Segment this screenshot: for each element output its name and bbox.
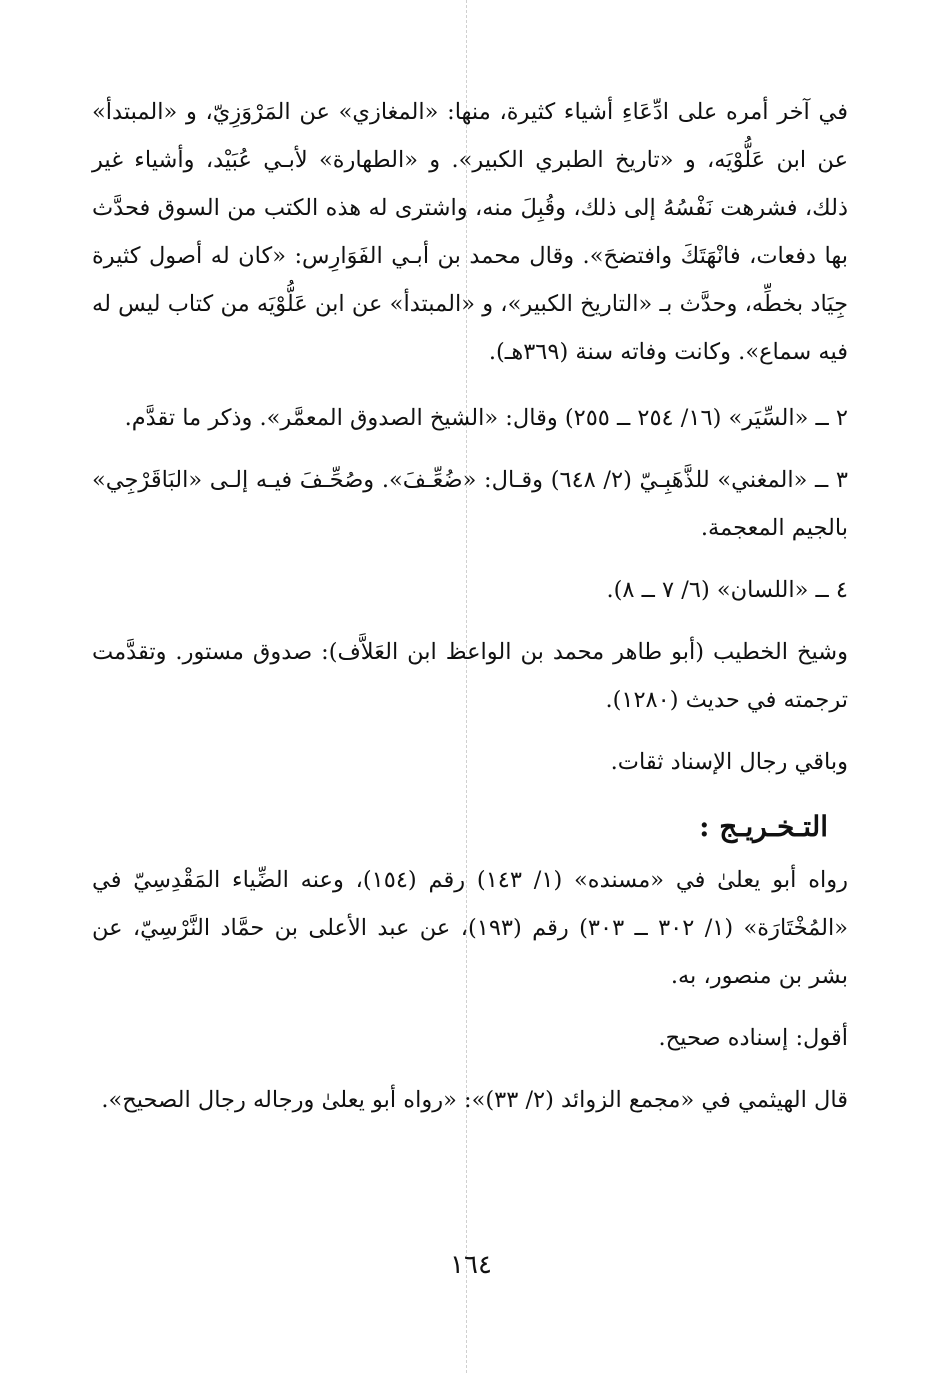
source-4: ٤ ــ «اللسان» (٦/ ٧ ــ ٨).	[606, 577, 848, 603]
source-3: ٣ ــ «المغني» للذَّهَبِـيّ (٢/ ٦٤٨) وقـال: «ضُعِّـفَ». وصُحِّـفَ فيـه إلـى «البَاقَرْجِي» بالجيم المعجمة.	[92, 467, 849, 541]
isnad-note: وباقي رجال الإسناد ثقات.	[610, 749, 848, 775]
haythami-paragraph: قال الهيثمي في «مجمع الزوائد (٢/ ٣٣)»: «رواه أبو يعلىٰ ورجاله رجال الصحيح».	[101, 1087, 848, 1113]
shaykh-note: وشيخ الخطيب (أبو طاهر محمد بن الواعظ ابن العَلاَّف): صدوق مستور. وتقدَّمت ترجمته في حديث (١٢٨٠).	[92, 639, 848, 713]
verdict-paragraph: أقول: إسناده صحيح.	[658, 1025, 848, 1051]
bio-paragraph: في آخر أمره على ادِّعَاءِ أشياء كثيرة، منها: «المغازي» عن المَرْوَزِيّ، و «المبتدأ» عن ابن عَلُّوْيَه، و «تاريخ الطبري الكبير». و «الطهارة» لأبـي عُبَيْد، وأشياء غير ذلك، فشرهت نَفْسُهُ إلى ذلك، وقُبِلَ منه، واشترى له هذه الكتب من السوق فحدَّث بها دفعات، فانْهَتَكَ وافتضحَ». وقال محمد بن أبـي الفَوَارِس: «كان له أصول كثيرة جِيَاد بخطِّه، وحدَّث بـ «التاريخ الكبير»، و «المبتدأ» عن ابن عَلُّوْيَه من كتاب ليس له فيه سماع». وكانت وفاته سنة (٣٦٩هـ).	[92, 99, 848, 365]
page-number: ١٦٤	[450, 1250, 492, 1280]
takhrij-paragraph: رواه أبو يعلىٰ في «مسنده» (١/ ١٤٣) رقم (١٥٤)، وعنه الضِّياء المَقْدِسِيّ في «المُخْتَارَة» (١/ ٣٠٢ ــ ٣٠٣) رقم (١٩٣)، عن عبد الأعلى بن حمَّاد النَّرْسِيّ، عن بشر بن منصور، به.	[92, 867, 848, 989]
section-heading-takhrij: التـخـريـج :	[699, 810, 828, 843]
page-body	[92, 88, 848, 1138]
source-2: ٢ ــ «السِّيَر» (١٦/ ٢٥٤ ــ ٢٥٥) وقال: «الشيخ الصدوق المعمَّر». وذكر ما تقدَّم.	[124, 405, 848, 431]
